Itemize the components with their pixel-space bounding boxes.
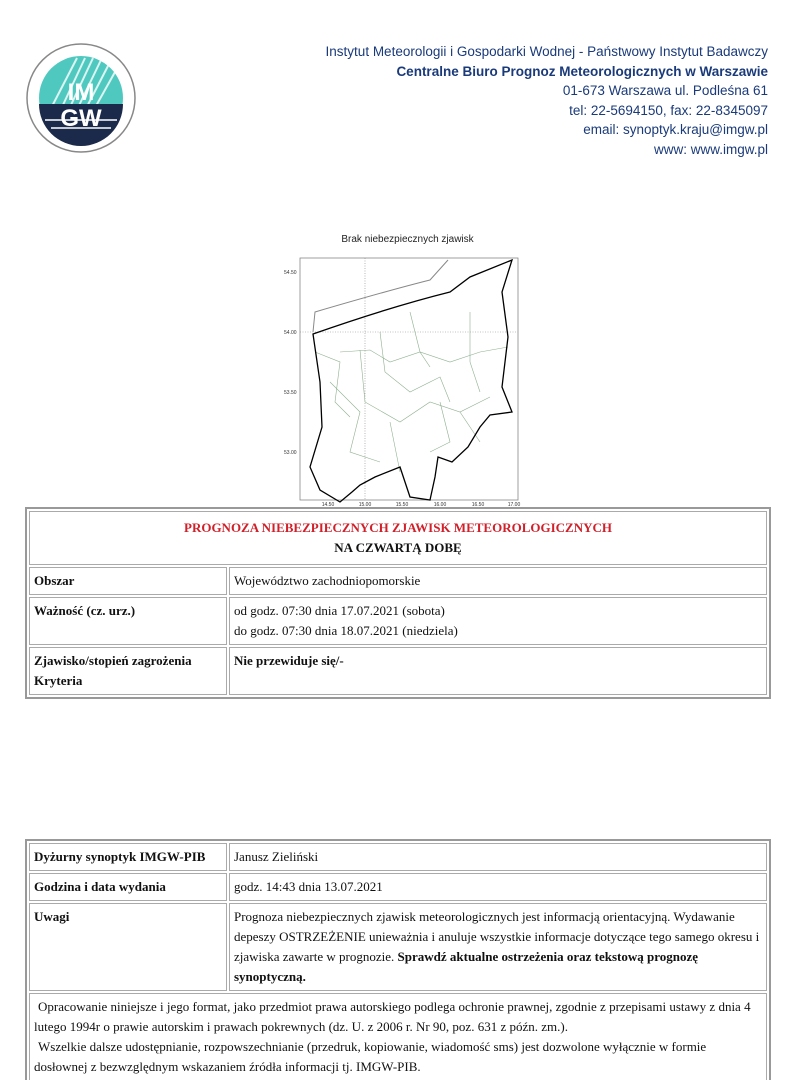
phenomenon-label: Zjawisko/stopień zagrożenia (34, 653, 192, 668)
phenomenon-value: Nie przewiduje się/- (229, 647, 767, 695)
forecaster-label: Dyżurny synoptyk IMGW-PIB (29, 843, 227, 871)
notes-label: Uwagi (29, 903, 227, 991)
map-title: Brak niebezpiecznych zjawisk (341, 234, 474, 245)
x-tick: 16.00 (433, 502, 447, 508)
table-row (29, 903, 767, 991)
table-row (29, 597, 767, 645)
copyright-cell (29, 993, 767, 1080)
validity-to: do godz. 07:30 dnia 18.07.2021 (niedziela) (234, 623, 458, 638)
criteria-label: Kryteria (34, 673, 83, 688)
table-row (29, 873, 767, 901)
imgw-logo (25, 42, 137, 154)
y-tick: 53.50 (284, 390, 297, 396)
y-axis-ticks (284, 270, 297, 456)
issue-table (25, 839, 771, 1080)
validity-from: od godz. 07:30 dnia 17.07.2021 (sobota) (234, 603, 445, 618)
area-value: Województwo zachodniopomorskie (229, 567, 767, 595)
x-tick: 17.00 (507, 502, 521, 508)
x-tick: 15.50 (395, 502, 409, 508)
svg-text:GW: GW (60, 105, 102, 132)
notes-cell (229, 903, 767, 991)
forecaster-value: Janusz Zieliński (229, 843, 767, 871)
x-tick: 15.00 (358, 502, 372, 508)
notes-bold: Sprawdź aktualne ostrzeżenia oraz tekstową prognozę synoptyczną. (234, 949, 699, 984)
table-row (29, 843, 767, 871)
y-tick: 54.00 (284, 330, 297, 336)
y-tick: 53.00 (284, 450, 297, 456)
website: www: www.imgw.pl (653, 141, 768, 157)
distribution-text: Wszelkie dalsze udostępnianie, rozpowszechnianie (przedruk, kopiowanie, wiadomość sms) jest dozwolone wyłącznie w formie dosłownej z bezwzględnym wskazaniem źródła informacji tj. IMGW-PIB. (34, 1039, 707, 1074)
email: email: synoptyk.kraju@imgw.pl (583, 122, 768, 137)
forecast-title-cell (29, 511, 767, 565)
address: 01-673 Warszawa ul. Podleśna 61 (562, 83, 768, 98)
x-tick: 14.50 (321, 502, 335, 508)
svg-text:IM: IM (67, 79, 95, 106)
table-row (29, 567, 767, 595)
issue-time-label: Godzina i data wydania (29, 873, 227, 901)
issue-time-value: godz. 14:43 dnia 13.07.2021 (229, 873, 767, 901)
y-tick: 54.50 (284, 270, 297, 276)
validity-label: Ważność (cz. urz.) (29, 597, 227, 645)
table-row (29, 647, 767, 695)
table-row (29, 993, 767, 1080)
institute-header (326, 42, 768, 159)
region-map (280, 252, 530, 510)
notes-text: Prognoza niebezpiecznych zjawisk meteorologicznych jest informacją orientacyjną. Wydawanie depeszy OSTRZEŻENIE unieważnia i anuluje wszystkie informacje dotyczące tego samego okresu i zjawiska zawarte w prognozie. (234, 909, 760, 964)
institute-name: Instytut Meteorologii i Gospodarki Wodnej - Państwowy Instytut Badawczy (325, 44, 768, 59)
forecast-title: PROGNOZA NIEBEZPIECZNYCH ZJAWISK METEOROLOGICZNYCH (184, 520, 612, 535)
forecast-table (25, 507, 771, 699)
bureau-name: Centralne Biuro Prognoz Meteorologicznych w Warszawie (396, 63, 768, 79)
copyright-text: Opracowanie niniejsze i jego format, jako przedmiot prawa autorskiego podlega ochronie prawnej, zgodnie z przepisami ustawy z dnia 4 lutego 1994r o prawie autorskim i prawach pokrewnych (dz. U. z 2006 r. Nr 90, poz. 631 z późn. zm.). (34, 999, 751, 1034)
x-tick: 16.50 (471, 502, 485, 508)
phone: tel: 22-5694150, fax: 22-8345097 (569, 102, 768, 118)
forecast-subtitle: NA CZWARTĄ DOBĘ (334, 540, 462, 555)
area-label: Obszar (29, 567, 227, 595)
